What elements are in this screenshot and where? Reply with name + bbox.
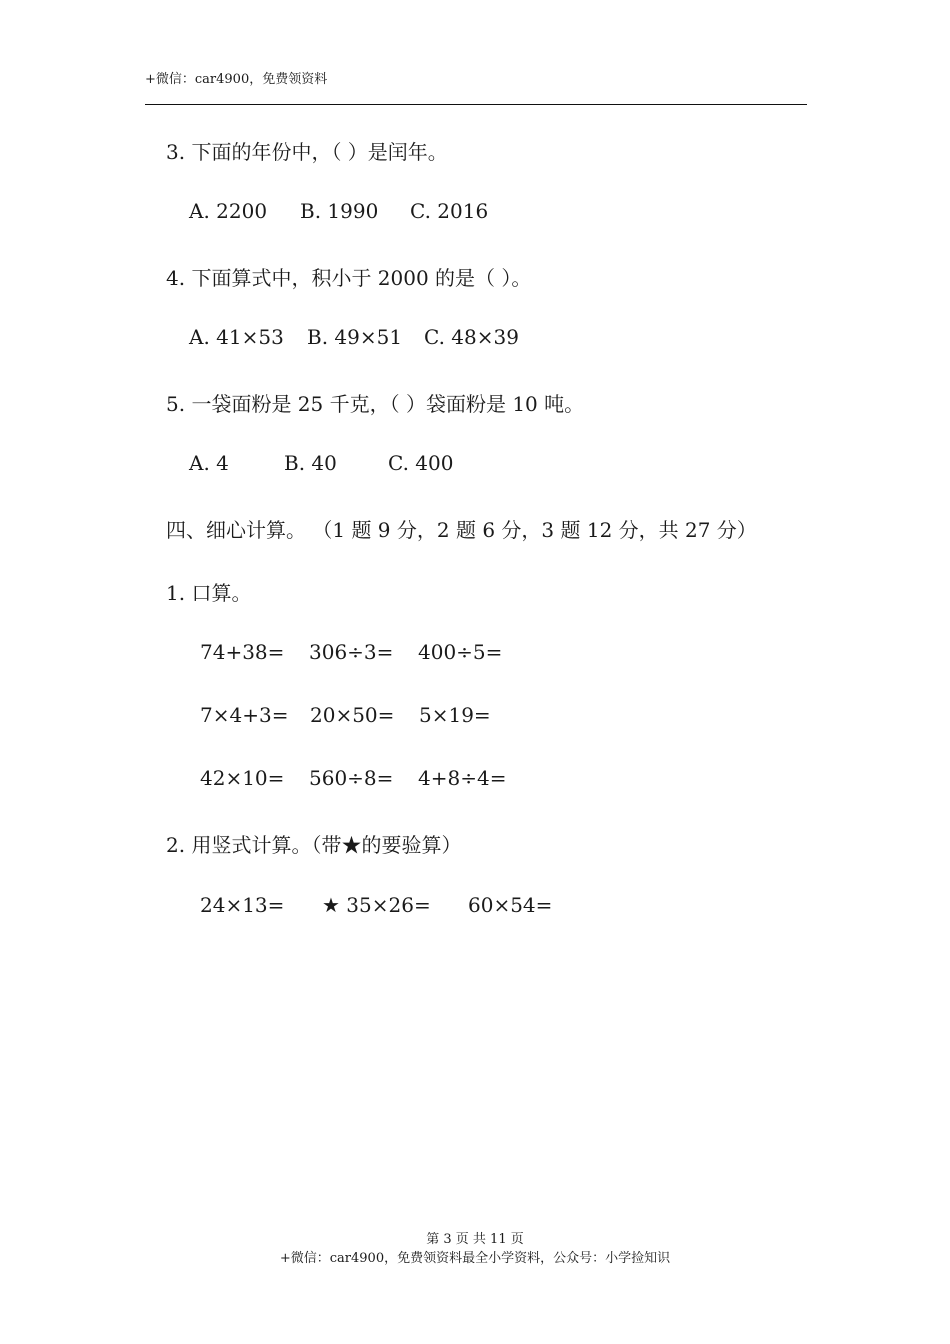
question-4-stem: 4. 下面算式中，积小于 2000 的是（ ）。 [166,266,532,290]
oral-calc-item: 7×4+3= [200,703,289,727]
question-4-option-a: A. 41×53 [189,325,284,349]
oral-calc-item: 74+38= [200,640,285,664]
question-4-option-c: C. 48×39 [424,325,519,349]
vertical-calc-item: 60×54= [468,893,553,917]
question-5-option-a: A. 4 [189,451,229,475]
section-4-part-2-title: 2. 用竖式计算。（带★的要验算） [166,833,462,857]
section-4-part-1-title: 1. 口算。 [166,581,252,605]
question-3-option-a: A. 2200 [189,199,268,223]
vertical-calc-item: 24×13= [200,893,285,917]
oral-calc-item: 20×50= [310,703,395,727]
question-5-option-c: C. 400 [388,451,454,475]
header-divider [145,104,807,105]
question-3-stem: 3. 下面的年份中，（ ）是闰年。 [166,140,448,164]
oral-calc-item: 400÷5= [418,640,503,664]
oral-calc-item: 560÷8= [309,766,394,790]
question-4-option-b: B. 49×51 [307,325,403,349]
vertical-calc-item-starred: ★ 35×26= [322,893,431,917]
oral-calc-item: 306÷3= [309,640,394,664]
section-4-title: 四、细心计算。 （1 题 9 分，2 题 6 分，3 题 12 分，共 27 分） [166,518,757,542]
question-3-option-c: C. 2016 [410,199,489,223]
page-number: 第 3 页 共 11 页 [426,1232,524,1247]
oral-calc-item: 4+8÷4= [418,766,507,790]
footer-note: +微信：car4900，免费领资料最全小学资料，公众号：小学捡知识 [279,1251,671,1266]
oral-calc-item: 5×19= [419,703,491,727]
oral-calc-item: 42×10= [200,766,285,790]
header-note: +微信：car4900，免费领资料 [145,72,328,87]
question-5-option-b: B. 40 [284,451,337,475]
question-5-stem: 5. 一袋面粉是 25 千克，（ ）袋面粉是 10 吨。 [166,392,585,416]
question-3-option-b: B. 1990 [300,199,379,223]
